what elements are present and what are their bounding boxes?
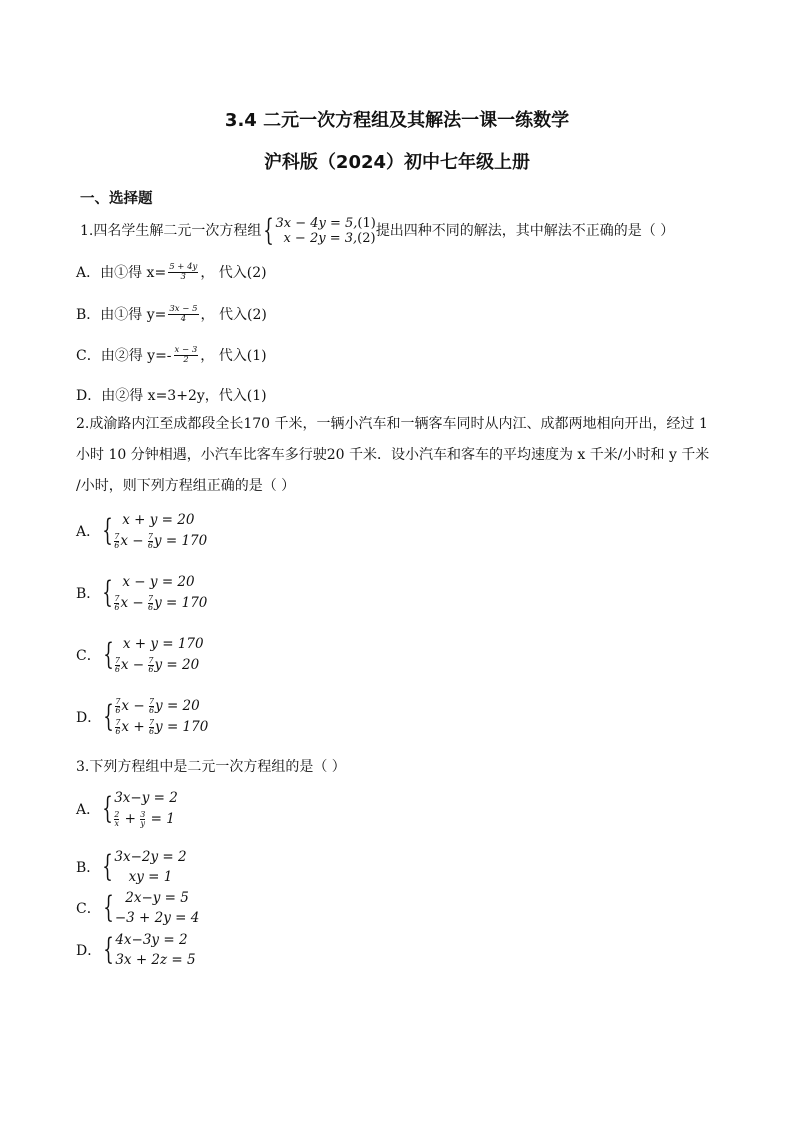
equation-row: −3 + 2y = 4 [114,910,200,926]
equation-2: x − 2y = 3, [283,231,358,246]
option-label: C．由②得 y=- [76,348,172,364]
equation-1: 3x − 4y = 5, [275,216,358,231]
equation-row: $\frac{7}{6}$ x − $\frac{7}{6}$ y = 170 [114,594,208,612]
brace: { [103,699,115,734]
option-label: C． [76,901,101,917]
document-subtitle: 沪科版（2024）初中七年级上册 [263,152,531,173]
q2-option-d [76,696,208,738]
equation-row: $\frac{7}{6}$ x − $\frac{7}{6}$ y = 20 [114,656,200,674]
option-label: D． [76,710,102,726]
q3-option-a [76,788,178,830]
q1-option-b [76,304,267,324]
q2-option-c [76,634,204,676]
brace: { [103,932,115,967]
fraction: $\frac{x - 3}{2}$ [174,344,198,365]
option-label: A． [76,524,101,540]
option-label: C． [76,648,101,664]
q1-option-d: D．由②得 x=3+2y，代入(1) [76,388,267,404]
equation-row: 3x + 2z = 5 [115,952,196,968]
question-2-line-2: 小时 10 分钟相遇，小汽车比客车多行驶20 千米．设小汽车和客车的平均速度为 x 千米/小时和 y 千米 [76,447,710,463]
option-label: B．由①得 y= [76,307,167,323]
equation-1-tag: (1) [357,216,376,231]
q1-option-c [76,345,267,365]
equation-row: x + y = 170 [122,636,204,652]
q3-option-d [76,930,196,970]
equation-row: 4x−3y = 2 [115,932,188,948]
q3-option-c [76,888,199,928]
brace: { [102,791,113,826]
q2-option-a [76,510,207,552]
equation-2-tag: (2) [357,231,376,246]
option-label: A．由①得 x= [76,265,167,281]
equation-row: $\frac{2}{x}$ + $\frac{3}{y}$ = 1 [114,810,175,828]
equation-row: x + y = 20 [122,512,195,528]
option-tail: ， 代入(2) [200,265,267,281]
equation-row: $\frac{7}{6}$ x + $\frac{7}{6}$ y = 170 [115,718,209,736]
question-3-stem: 3.下列方程组中是二元一次方程组的是（ ） [76,759,346,775]
brace: { [103,890,114,925]
brace: { [263,213,275,248]
question-1-prefix: 1.四名学生解二元一次方程组 [80,223,262,239]
document-title: 3.4 二元一次方程组及其解法一课一练数学 [224,110,570,131]
fraction: $\frac{5 + 4y}{3}$ [169,261,198,282]
brace: { [102,849,114,884]
brace: { [103,637,114,672]
equation-row: $\frac{7}{6}$ x − $\frac{7}{6}$ y = 20 [115,697,200,715]
question-1-suffix: 提出四种不同的解法，其中解法不正确的是（ ） [375,223,675,239]
q3-option-b [76,847,187,887]
q1-option-a [76,262,267,282]
option-tail: ， 代入(1) [200,348,267,364]
brace: { [102,575,114,610]
equation-row: xy = 1 [128,869,173,885]
option-tail: ， 代入(2) [200,307,267,323]
fraction: $\frac{3x - 5}{4}$ [169,303,198,324]
section-heading: 一、选择题 [80,191,153,207]
question-2-line-3: /小时，则下列方程组正确的是（ ） [76,478,296,494]
question-1-stem [80,213,675,248]
q2-option-b [76,572,207,614]
option-label: B． [76,586,101,602]
equation-row: x − y = 20 [122,574,195,590]
equation-row: 2x−y = 5 [125,890,189,906]
brace: { [102,513,113,548]
equation-row: 3x−2y = 2 [114,849,187,865]
equation-system [261,213,376,248]
option-label: A． [76,802,101,818]
question-2-line-1: 2.成渝路内江至成都段全长170 千米，一辆小汽车和一辆客车同时从内江、成都两地相向开出，经过 1 [76,416,708,432]
equation-row: $\frac{7}{6}$ x − $\frac{7}{6}$ y = 170 [114,532,208,550]
option-label: D． [76,943,102,959]
equation-row: 3x−y = 2 [114,790,178,806]
option-label: B． [76,860,101,876]
